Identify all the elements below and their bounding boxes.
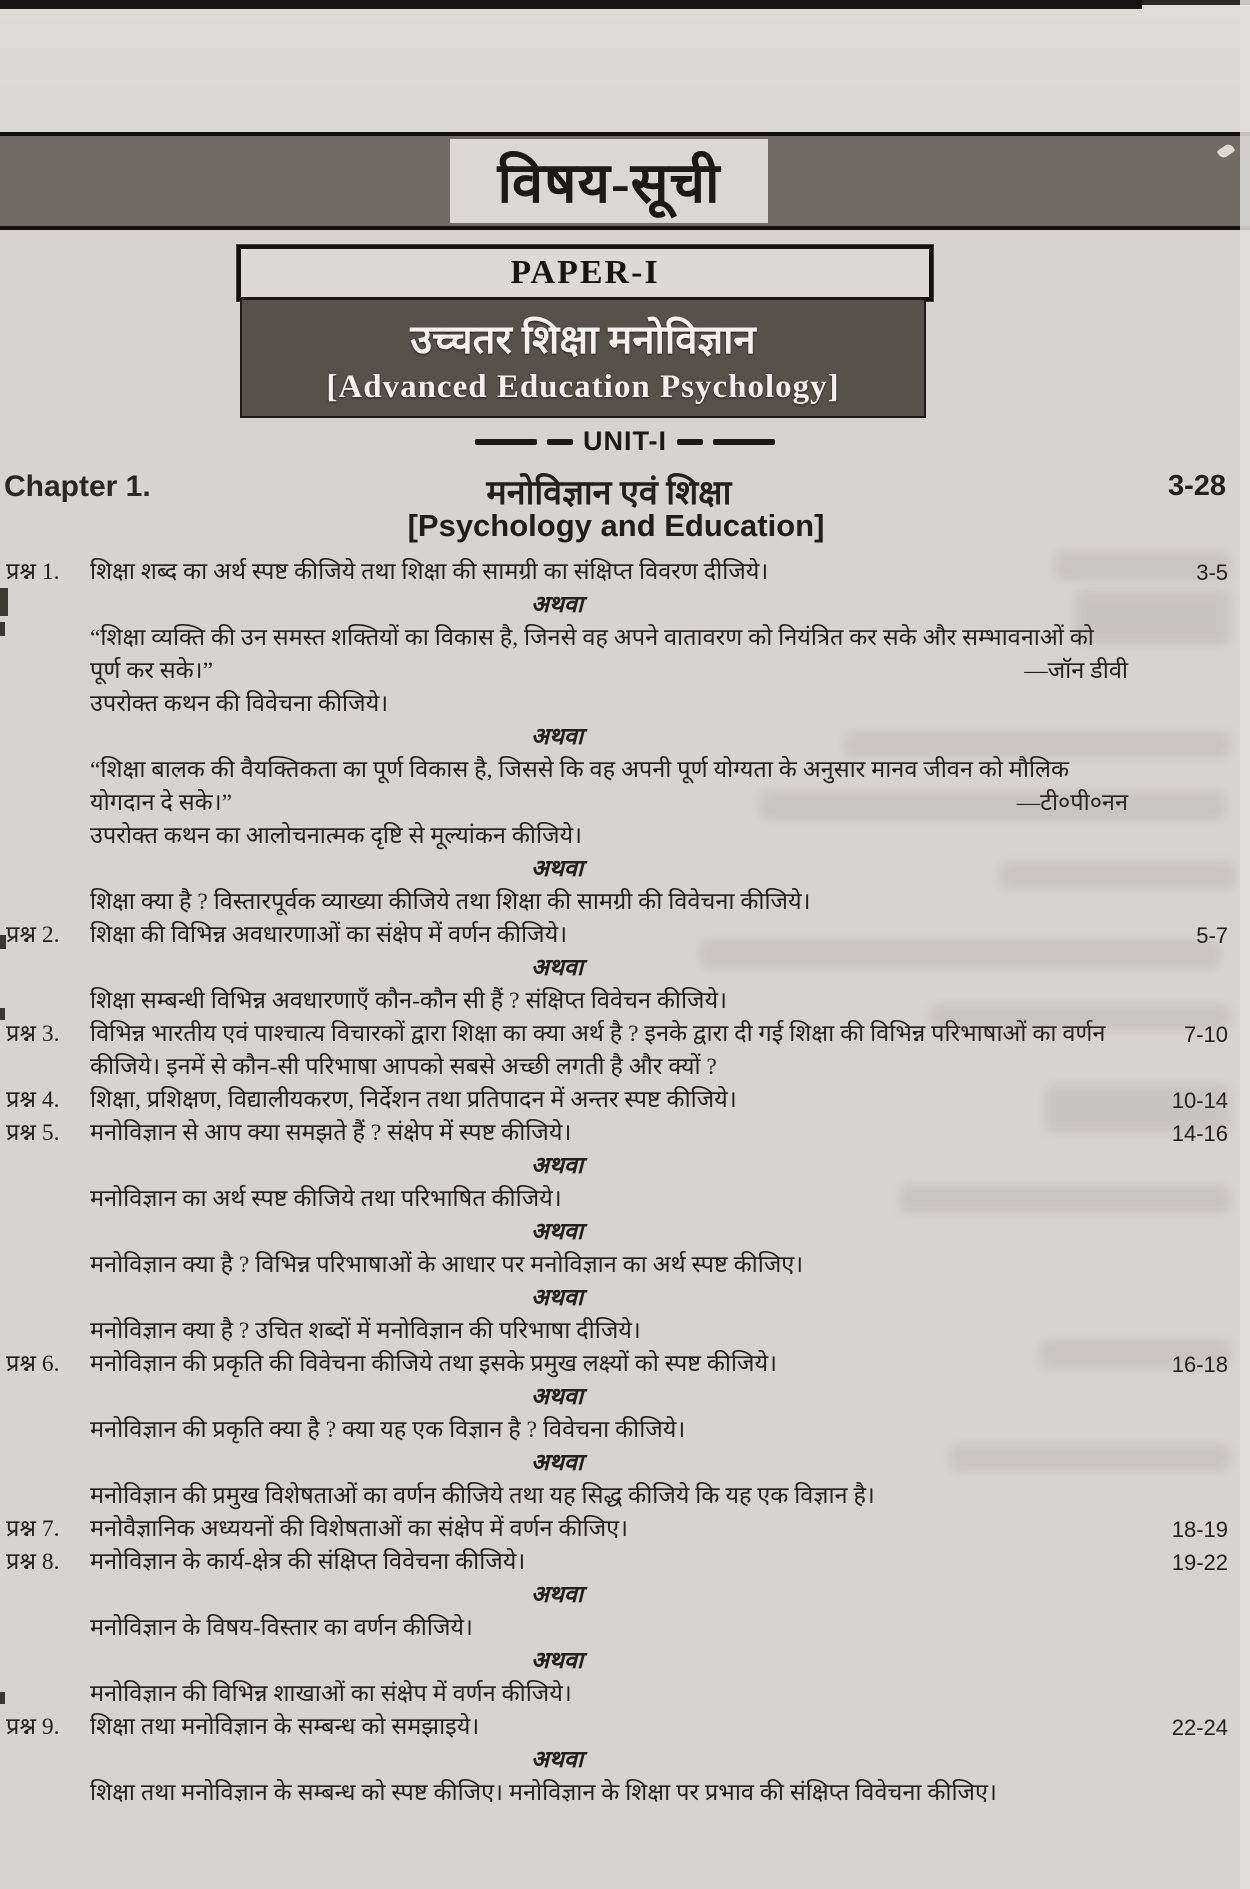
toc-alt-question-row — [6, 1777, 1228, 1810]
chapter-heading-row — [4, 468, 1226, 512]
heading-rule-dash — [547, 439, 573, 445]
or-label: अथवा — [530, 592, 584, 618]
toc-alt-question-row — [6, 688, 1228, 721]
alt-question-text: मनोविज्ञान क्या है ? विभिन्न परिभाषाओं के आधार पर मनोविज्ञान का अर्थ स्पष्ट कीजिए। — [90, 1252, 804, 1278]
toc-alt-question-row — [6, 1414, 1228, 1447]
chapter-label: Chapter 1. — [4, 470, 151, 503]
toc-question-row — [6, 1711, 1228, 1744]
scan-edge-mark — [0, 588, 8, 616]
page-range: 7-10 — [1183, 1022, 1228, 1047]
alt-question-text: उपरोक्त कथन की विवेचना कीजिये। — [90, 691, 389, 717]
contents-title-box — [450, 139, 768, 223]
question-number: प्रश्न 2. — [6, 922, 60, 948]
toc-alt-question-row — [6, 886, 1228, 919]
quote-text: “शिक्षा बालक की वैयक्तिकता का पूर्ण विकास है, जिससे कि वह अपनी पूर्ण योग्यता के अनुसार मानव जीवन को मौलिक योगदान दे सके।” — [90, 757, 1070, 816]
toc-or-row — [6, 853, 1228, 886]
heading-rule-dash — [677, 439, 703, 445]
toc-or-row — [6, 1447, 1228, 1480]
question-text: शिक्षा शब्द का अर्थ स्पष्ट कीजिये तथा शिक्षा की सामग्री का संक्षिप्त विवरण दीजिये। — [90, 559, 769, 585]
page-range: 16-18 — [1171, 1352, 1228, 1377]
scan-edge-strip — [0, 0, 1142, 9]
alt-question-text: मनोविज्ञान की विभिन्न शाखाओं का संक्षेप में वर्णन कीजिये। — [90, 1681, 572, 1707]
paper-subtitle-hindi: उच्चतर शिक्षा मनोविज्ञान — [410, 317, 756, 362]
paper-subtitle-block — [240, 298, 926, 418]
toc-question-row — [6, 1018, 1228, 1084]
scan-edge-strip — [1142, 0, 1250, 5]
question-text: मनोवैज्ञानिक अध्ययनों की विशेषताओं का संक्षेप में वर्णन कीजिए। — [90, 1516, 629, 1542]
scan-edge-mark — [0, 1692, 5, 1704]
question-number: प्रश्न 5. — [6, 1120, 60, 1146]
or-label: अथवा — [530, 1582, 584, 1608]
toc-question-row — [6, 1348, 1228, 1381]
page-range: 18-19 — [1171, 1517, 1228, 1542]
toc-alt-question-row — [6, 1480, 1228, 1513]
scan-edge-mark — [0, 622, 5, 636]
scan-edge-strip — [1240, 0, 1250, 1889]
question-text: शिक्षा तथा मनोविज्ञान के सम्बन्ध को समझाइये। — [90, 1714, 480, 1740]
or-label: अथवा — [530, 1285, 584, 1311]
paper-subtitle-english: [Advanced Education Psychology] — [326, 369, 840, 405]
quote-text: “शिक्षा व्यक्ति की उन समस्त शक्तियों का विकास है, जिनसे वह अपने वातावरण को नियंत्रित कर सके और सम्भावनाओं को पूर्ण कर सके।” — [90, 625, 1094, 684]
page-range: 3-5 — [1196, 560, 1228, 585]
alt-question-text: मनोविज्ञान की प्रकृति क्या है ? क्या यह एक विज्ञान है ? विवेचना कीजिये। — [90, 1417, 686, 1443]
page-range: 22-24 — [1171, 1715, 1228, 1740]
toc-alt-question-row — [6, 1678, 1228, 1711]
question-text: विभिन्न भारतीय एवं पाश्चात्य विचारकों द्वारा शिक्षा का क्या अर्थ है ? इनके द्वारा दी गई शिक्षा की विभिन्न परिभाषाओं का वर्णन कीजिये। इनमें से कौन-सी परिभाषा आपको सबसे अच्छी लगती है और क्यों ? — [90, 1021, 1106, 1080]
question-number: प्रश्न 9. — [6, 1714, 60, 1740]
toc-or-row — [6, 1216, 1228, 1249]
page-range: 10-14 — [1171, 1088, 1228, 1113]
toc-list — [6, 556, 1228, 1810]
or-label: अथवा — [530, 724, 584, 750]
chapter-title-hindi: मनोविज्ञान एवं शिक्षा — [486, 475, 732, 512]
or-label: अथवा — [530, 1384, 584, 1410]
contents-title: विषय-सूची — [497, 153, 721, 215]
scan-edge-mark — [0, 935, 6, 949]
alt-question-text: शिक्षा क्या है ? विस्तारपूर्वक व्याख्या कीजिये तथा शिक्षा की सामग्री की विवेचना कीजिये। — [90, 889, 811, 915]
toc-or-row — [6, 1645, 1228, 1678]
page-range: 14-16 — [1171, 1121, 1228, 1146]
alt-question-text: शिक्षा तथा मनोविज्ञान के सम्बन्ध को स्पष्ट कीजिए। मनोविज्ञान के शिक्षा पर प्रभाव की संक्षिप्त विवेचना कीजिए। — [90, 1780, 997, 1806]
toc-or-row — [6, 1579, 1228, 1612]
question-text: मनोविज्ञान की प्रकृति की विवेचना कीजिये तथा इसके प्रमुख लक्ष्यों को स्पष्ट कीजिये। — [90, 1351, 778, 1377]
question-number: प्रश्न 3. — [6, 1021, 60, 1047]
toc-question-row — [6, 1117, 1228, 1150]
toc-alt-question-row — [6, 1249, 1228, 1282]
question-number: प्रश्न 4. — [6, 1087, 60, 1113]
toc-alt-question-row — [6, 1183, 1228, 1216]
toc-question-row — [6, 1084, 1228, 1117]
question-number: प्रश्न 7. — [6, 1516, 60, 1542]
toc-alt-question-row — [6, 820, 1228, 853]
toc-quote-row — [6, 622, 1228, 688]
contents-header-band — [0, 132, 1250, 230]
alt-question-text: मनोविज्ञान का अर्थ स्पष्ट कीजिये तथा परिभाषित कीजिये। — [90, 1186, 562, 1212]
scan-edge-mark — [0, 1008, 5, 1020]
or-label: अथवा — [530, 955, 584, 981]
toc-or-row — [6, 1381, 1228, 1414]
toc-or-row — [6, 589, 1228, 622]
or-label: अथवा — [530, 1153, 584, 1179]
paper-title: PAPER-I — [510, 254, 660, 291]
quote-author: —जॉन डीवी — [1024, 658, 1128, 684]
toc-question-row — [6, 1513, 1228, 1546]
heading-rule-dash — [713, 439, 775, 445]
or-label: अथवा — [530, 856, 584, 882]
question-text: शिक्षा, प्रशिक्षण, विद्यालीयकरण, निर्देशन तथा प्रतिपादन में अन्तर स्पष्ट कीजिये। — [90, 1087, 737, 1113]
alt-question-text: शिक्षा सम्बन्धी विभिन्न अवधारणाएँ कौन-कौन सी हैं ? संक्षिप्त विवेचन कीजिये। — [90, 988, 728, 1014]
or-label: अथवा — [530, 1450, 584, 1476]
unit-heading — [0, 426, 1250, 457]
toc-question-row — [6, 556, 1228, 589]
toc-question-row — [6, 919, 1228, 952]
paper-title-box — [237, 245, 933, 301]
question-text: मनोविज्ञान के कार्य-क्षेत्र की संक्षिप्त विवेचना कीजिये। — [90, 1549, 526, 1575]
toc-alt-question-row — [6, 1315, 1228, 1348]
unit-label: UNIT-I — [583, 426, 667, 456]
chapter-page-range: 3-28 — [1167, 470, 1226, 502]
alt-question-text: मनोविज्ञान क्या है ? उचित शब्दों में मनोविज्ञान की परिभाषा दीजिये। — [90, 1318, 641, 1344]
alt-question-text: मनोविज्ञान की प्रमुख विशेषताओं का वर्णन कीजिये तथा यह सिद्ध कीजिये कि यह एक विज्ञान है। — [90, 1483, 875, 1509]
question-number: प्रश्न 1. — [6, 559, 60, 585]
page-range: 5-7 — [1196, 923, 1228, 948]
page-range: 19-22 — [1171, 1550, 1228, 1575]
heading-rule-dash — [475, 439, 537, 445]
toc-quote-row — [6, 754, 1228, 820]
toc-or-row — [6, 1150, 1228, 1183]
toc-or-row — [6, 1744, 1228, 1777]
alt-question-text: उपरोक्त कथन का आलोचनात्मक दृष्टि से मूल्यांकन कीजिये। — [90, 823, 583, 849]
toc-or-row — [6, 952, 1228, 985]
toc-question-row — [6, 1546, 1228, 1579]
or-label: अथवा — [530, 1219, 584, 1245]
toc-or-row — [6, 721, 1228, 754]
quote-author: —टी०पी०नन — [1016, 790, 1128, 816]
question-number: प्रश्न 6. — [6, 1351, 60, 1377]
or-label: अथवा — [530, 1747, 584, 1773]
alt-question-text: मनोविज्ञान के विषय-विस्तार का वर्णन कीजिये। — [90, 1615, 473, 1641]
question-text: शिक्षा की विभिन्न अवधारणाओं का संक्षेप में वर्णन कीजिये। — [90, 922, 568, 948]
toc-alt-question-row — [6, 985, 1228, 1018]
question-text: मनोविज्ञान से आप क्या समझते हैं ? संक्षेप में स्पष्ट कीजिये। — [90, 1120, 572, 1146]
toc-alt-question-row — [6, 1612, 1228, 1645]
toc-or-row — [6, 1282, 1228, 1315]
or-label: अथवा — [530, 1648, 584, 1674]
question-number: प्रश्न 8. — [6, 1549, 60, 1575]
chapter-title-english: [Psychology and Education] — [407, 508, 825, 543]
